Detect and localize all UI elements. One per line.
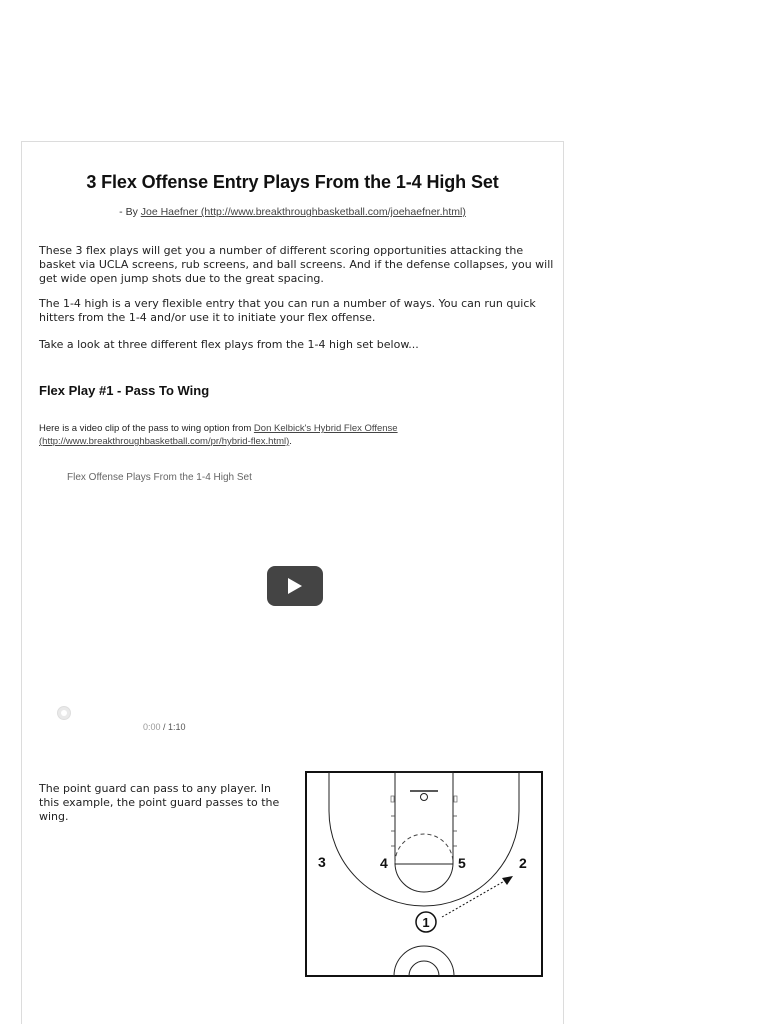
paragraph-3: Take a look at three different flex plays from the 1-4 high set below...: [39, 338, 419, 351]
loading-icon: [57, 706, 71, 720]
time-separator: /: [160, 722, 169, 732]
duration: 1:10: [168, 722, 186, 732]
video-title[interactable]: Flex Offense Plays From the 1-4 High Set: [67, 472, 252, 483]
byline: [22, 206, 563, 218]
section-heading: Flex Play #1 - Pass To Wing: [39, 383, 210, 398]
diagram-caption: The point guard can pass to any player. In this example, the point guard passes to the wing.: [39, 782, 280, 823]
player-1: 1: [422, 915, 430, 930]
author-link[interactable]: Joe Haefner (http://www.breakthroughbasketball.com/joehaefner.html): [140, 206, 466, 218]
intro-suffix: .: [289, 436, 292, 447]
play-icon: [287, 578, 303, 594]
current-time: 0:00: [143, 722, 161, 732]
player-5: 5: [458, 855, 466, 871]
play-button[interactable]: [267, 566, 323, 606]
byline-prefix: - By: [119, 206, 141, 218]
article-page: [21, 141, 564, 1024]
player-2: 2: [519, 855, 527, 871]
paragraph-1: These 3 flex plays will get you a number of different scoring opportunities attacking the basket via UCLA screens, rub screens, and ball screens. And if the defense collapses, you will get wide open jump shots due to the great spacing.: [39, 244, 554, 285]
video-intro: [39, 422, 559, 448]
video-timecode: [143, 722, 186, 732]
player-4: 4: [380, 855, 388, 871]
intro-prefix: Here is a video clip of the pass to wing option from: [39, 423, 254, 434]
court-diagram: [305, 771, 543, 977]
hybrid-flex-link[interactable]: Don Kelbick's Hybrid Flex Offense (http://www.breakthroughbasketball.com/pr/hybrid-flex.html): [39, 423, 398, 447]
article-title: 3 Flex Offense Entry Plays From the 1-4 High Set: [86, 172, 499, 192]
player-3: 3: [318, 854, 326, 870]
paragraph-2: The 1-4 high is a very flexible entry that you can run a number of ways. You can run quick hitters from the 1-4 and/or use it to initiate your flex offense.: [39, 297, 536, 324]
